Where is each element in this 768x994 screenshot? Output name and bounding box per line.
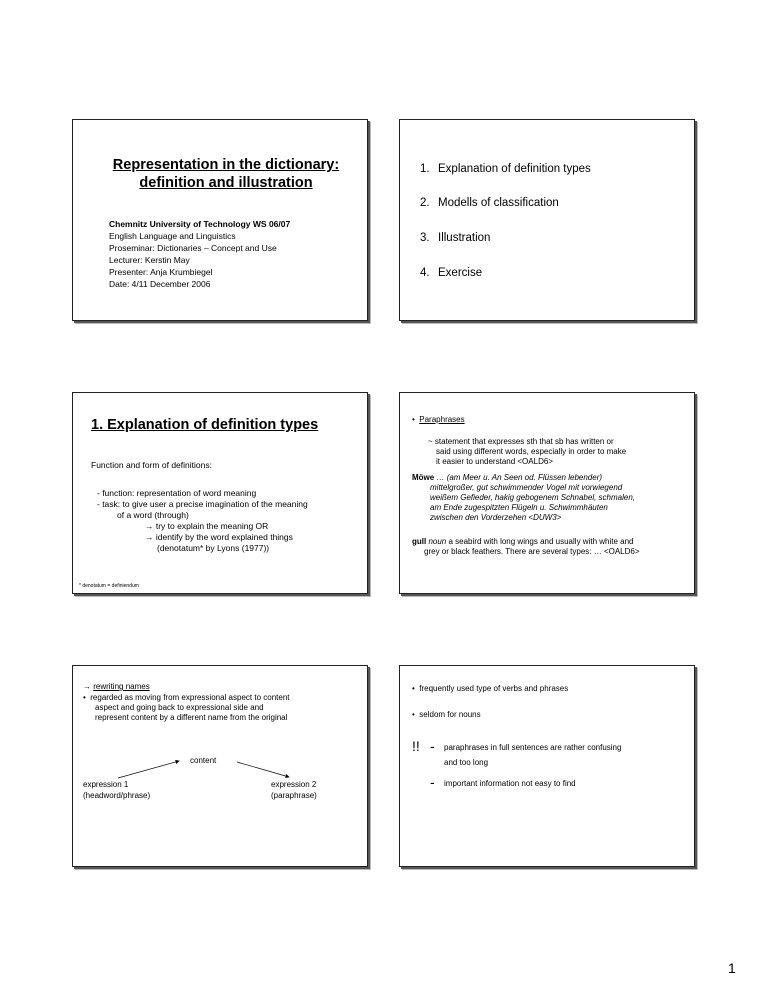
- warning-mark: !!: [412, 738, 420, 754]
- bullet-line-3: represent content by a different name from the original: [95, 713, 288, 722]
- arrow-line-2: → identify by the word explained things: [145, 532, 293, 542]
- toc-item-3: [420, 232, 490, 244]
- paraphrases-heading: Paraphrases: [419, 415, 465, 424]
- note-1-line-2: and too long: [444, 758, 489, 767]
- bullet-text: regarded as moving from expressional aspect to content: [90, 693, 290, 702]
- footnote: * denotatum = definiendum: [79, 583, 139, 589]
- seminar: Proseminar: Dictionaries – Concept and Use: [109, 243, 277, 253]
- definition-line-1: ~ statement that expresses sth that sb has written or: [428, 437, 614, 446]
- bullet: •: [412, 710, 415, 719]
- expression-1-note: (headword/phrase): [83, 791, 151, 800]
- mowe-line-1: … (am Meer u. An Seen od. Flüssen lebender): [436, 473, 603, 482]
- heading-row: [412, 415, 465, 425]
- mowe-line-5: zwischen den Vorderzehen <DUW3>: [430, 513, 562, 522]
- content-label: content: [190, 756, 217, 765]
- expression-2: expression 2: [271, 780, 317, 789]
- slide-heading: 1. Explanation of definition types: [91, 417, 319, 433]
- note-2: important information not easy to find: [444, 779, 576, 788]
- toc-label: Modells of classification: [438, 197, 559, 209]
- expression-1: expression 1: [83, 780, 129, 789]
- mowe-line-3: weißem Gefieder, hakig gebogenem Schnabel, schmalen,: [430, 493, 636, 502]
- expression-2-note: (paraphrase): [271, 791, 317, 800]
- toc-item-1: [420, 163, 591, 175]
- gull-entry: [412, 537, 633, 547]
- toc-number: 4.: [420, 267, 430, 279]
- slide-contents: [399, 119, 695, 321]
- toc-label: Exercise: [438, 267, 483, 279]
- dash-1: -: [430, 738, 435, 754]
- arrow-line-1: → try to explain the meaning OR: [145, 521, 269, 531]
- arrow-line-2-cont: (denotatum* by Lyons (1977)): [157, 543, 270, 553]
- toc-number: 3.: [420, 232, 430, 244]
- presentation-title: [91, 156, 361, 192]
- bullet: •: [412, 684, 415, 693]
- lecturer: Lecturer: Kerstin May: [109, 255, 190, 265]
- bullet-line-2: aspect and going back to expressional side and: [95, 703, 264, 712]
- arrow-to-expression-2: [237, 762, 289, 777]
- bullet: •: [83, 693, 86, 702]
- mowe-line-4: am Ende zugespitzten Flügeln u. Schwimmhäuten: [430, 503, 608, 512]
- note-1-line-1: paraphrases in full sentences are rather confusing: [444, 743, 622, 752]
- slide-paraphrase-notes: [399, 665, 695, 867]
- slide-rewriting-names: [72, 665, 368, 867]
- toc-item-4: [420, 267, 482, 279]
- gull-pos: noun: [428, 537, 447, 546]
- task-line: - task: to give user a precise imagination of the meaning: [97, 499, 308, 509]
- title-line-1: Representation in the dictionary:: [112, 157, 340, 173]
- presenter: Presenter: Anja Krumbiegel: [109, 267, 213, 277]
- headword-gull: gull: [412, 537, 427, 546]
- slide-title: [72, 119, 368, 321]
- rewriting-heading: rewriting names: [93, 682, 150, 691]
- arrow-to-content: [118, 761, 179, 778]
- arrow-icon: →: [83, 682, 91, 691]
- toc-label: Explanation of definition types: [438, 163, 591, 175]
- mowe-line-2: mittelgroßer, gut schwimmender Vogel mit vorwiegend: [430, 483, 623, 492]
- bullet-item-1: [412, 684, 568, 693]
- gull-line-1: a seabird with long wings and usually with white and: [448, 537, 634, 546]
- definition-line-2: said using different words, especially in order to make: [436, 447, 627, 456]
- definition-line-3: it easier to understand <OALD6>: [436, 457, 553, 466]
- headword-mowe: Möwe: [412, 473, 435, 482]
- toc-item-2: [420, 197, 559, 209]
- dash-2: -: [430, 774, 435, 790]
- function-line: - function: representation of word meaning: [97, 488, 257, 498]
- date: Date: 4/11 December 2006: [109, 279, 211, 289]
- department: English Language and Linguistics: [109, 231, 236, 241]
- title-line-2: definition and illustration: [139, 175, 313, 191]
- presentation-info: [109, 218, 290, 290]
- slide-paraphrases: [399, 392, 695, 594]
- subtitle: Function and form of definitions:: [91, 460, 212, 470]
- gull-line-2: grey or black feathers. There are several types: … <OALD6>: [424, 547, 640, 556]
- bullet-text: seldom for nouns: [419, 710, 481, 719]
- toc-number: 1.: [420, 163, 430, 175]
- university: Chemnitz University of Technology WS 06/07: [109, 219, 291, 229]
- page-number: 1: [728, 960, 736, 976]
- mowe-entry: [412, 473, 602, 483]
- diagram-arrows: [73, 666, 369, 868]
- bullet-text: frequently used type of verbs and phrases: [419, 684, 569, 693]
- toc-label: Illustration: [438, 232, 491, 244]
- toc-number: 2.: [420, 197, 430, 209]
- bullet: •: [412, 415, 415, 424]
- task-line-cont: of a word (through): [117, 510, 189, 520]
- bullet-item-2: [412, 710, 481, 719]
- slide-definition-types: [72, 392, 368, 594]
